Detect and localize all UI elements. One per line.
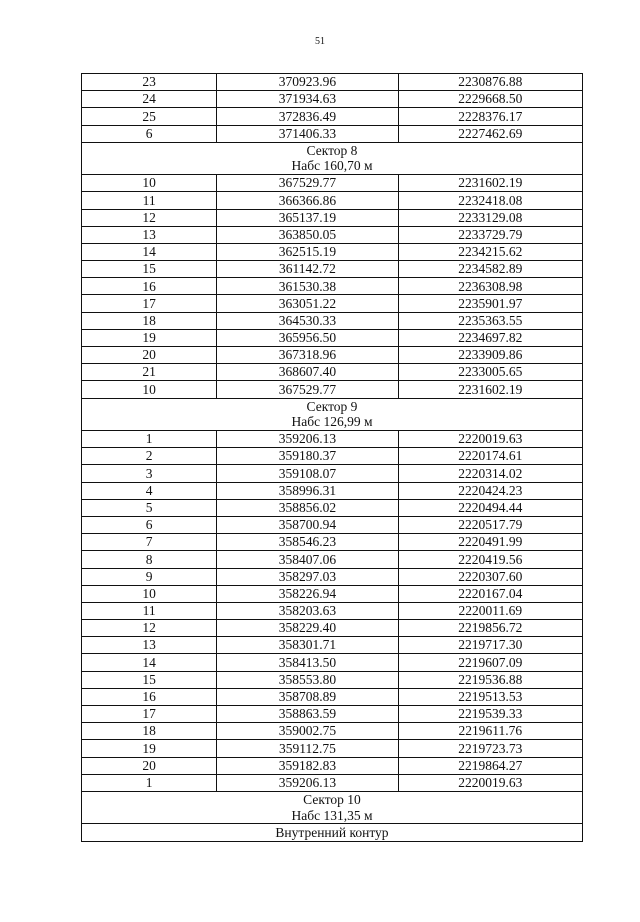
point-number-cell: 15 [82,261,217,278]
y-coordinate-cell: 2220019.63 [398,431,582,448]
y-coordinate-cell: 2229668.50 [398,91,582,108]
y-coordinate-cell: 2219723.73 [398,740,582,757]
x-coordinate-cell: 358996.31 [217,482,398,499]
x-coordinate-cell: 361530.38 [217,278,398,295]
x-coordinate-cell: 358553.80 [217,671,398,688]
x-coordinate-cell: 370923.96 [217,74,398,91]
point-number-cell: 6 [82,516,217,533]
point-number-cell: 16 [82,688,217,705]
y-coordinate-cell: 2234582.89 [398,261,582,278]
table-row [82,125,583,142]
x-coordinate-cell: 358546.23 [217,534,398,551]
table-row [82,482,583,499]
y-coordinate-cell: 2220424.23 [398,482,582,499]
x-coordinate-cell: 363051.22 [217,295,398,312]
y-coordinate-cell: 2220419.56 [398,551,582,568]
page-number: 51 [315,36,325,47]
y-coordinate-cell: 2219717.30 [398,637,582,654]
point-number-cell: 23 [82,74,217,91]
table-row [82,381,583,398]
x-coordinate-cell: 361142.72 [217,261,398,278]
point-number-cell: 8 [82,551,217,568]
section-subtitle: Набс 160,70 м [291,158,373,174]
point-number-cell: 14 [82,654,217,671]
section-header [82,824,583,841]
y-coordinate-cell: 2219864.27 [398,757,582,774]
x-coordinate-cell: 366366.86 [217,192,398,209]
y-coordinate-cell: 2220019.63 [398,774,582,791]
point-number-cell: 11 [82,602,217,619]
table-row [82,278,583,295]
x-coordinate-cell: 368607.40 [217,364,398,381]
y-coordinate-cell: 2220517.79 [398,516,582,533]
x-coordinate-cell: 358413.50 [217,654,398,671]
point-number-cell: 10 [82,585,217,602]
x-coordinate-cell: 359182.83 [217,757,398,774]
section-header-row [82,824,583,841]
point-number-cell: 5 [82,499,217,516]
coordinates-table-body [82,74,583,842]
x-coordinate-cell: 367529.77 [217,175,398,192]
table-row [82,602,583,619]
table-row [82,364,583,381]
table-row [82,585,583,602]
table-row [82,74,583,91]
table-row [82,243,583,260]
table-row [82,329,583,346]
y-coordinate-cell: 2232418.08 [398,192,582,209]
y-coordinate-cell: 2220174.61 [398,448,582,465]
table-row [82,757,583,774]
y-coordinate-cell: 2220491.99 [398,534,582,551]
y-coordinate-cell: 2220314.02 [398,465,582,482]
y-coordinate-cell: 2219856.72 [398,620,582,637]
point-number-cell: 16 [82,278,217,295]
section-title: Сектор 9 [306,398,358,414]
table-row [82,774,583,791]
section-subtitle: Набс 126,99 м [291,414,373,430]
y-coordinate-cell: 2234697.82 [398,329,582,346]
x-coordinate-cell: 367318.96 [217,347,398,364]
x-coordinate-cell: 364530.33 [217,312,398,329]
x-coordinate-cell: 358407.06 [217,551,398,568]
table-row [82,723,583,740]
y-coordinate-cell: 2235901.97 [398,295,582,312]
point-number-cell: 11 [82,192,217,209]
y-coordinate-cell: 2220307.60 [398,568,582,585]
table-row [82,551,583,568]
x-coordinate-cell: 358297.03 [217,568,398,585]
y-coordinate-cell: 2233129.08 [398,209,582,226]
x-coordinate-cell: 371934.63 [217,91,398,108]
x-coordinate-cell: 362515.19 [217,243,398,260]
x-coordinate-cell: 358700.94 [217,516,398,533]
x-coordinate-cell: 367529.77 [217,381,398,398]
point-number-cell: 1 [82,431,217,448]
table-row [82,637,583,654]
x-coordinate-cell: 358708.89 [217,688,398,705]
y-coordinate-cell: 2233729.79 [398,226,582,243]
section-title: Сектор 8 [306,142,358,158]
x-coordinate-cell: 359180.37 [217,448,398,465]
y-coordinate-cell: 2220011.69 [398,602,582,619]
point-number-cell: 2 [82,448,217,465]
y-coordinate-cell: 2231602.19 [398,175,582,192]
table-row [82,654,583,671]
point-number-cell: 18 [82,723,217,740]
point-number-cell: 17 [82,295,217,312]
section-header [82,791,583,823]
point-number-cell: 25 [82,108,217,125]
table-row [82,671,583,688]
point-number-cell: 20 [82,347,217,364]
table-row [82,431,583,448]
y-coordinate-cell: 2230876.88 [398,74,582,91]
x-coordinate-cell: 359112.75 [217,740,398,757]
table-row [82,516,583,533]
y-coordinate-cell: 2227462.69 [398,125,582,142]
x-coordinate-cell: 358301.71 [217,637,398,654]
x-coordinate-cell: 371406.33 [217,125,398,142]
x-coordinate-cell: 359108.07 [217,465,398,482]
point-number-cell: 7 [82,534,217,551]
point-number-cell: 15 [82,671,217,688]
point-number-cell: 12 [82,620,217,637]
point-number-cell: 19 [82,329,217,346]
section-header-row [82,142,583,174]
y-coordinate-cell: 2219513.53 [398,688,582,705]
x-coordinate-cell: 359002.75 [217,723,398,740]
x-coordinate-cell: 358229.40 [217,620,398,637]
y-coordinate-cell: 2234215.62 [398,243,582,260]
point-number-cell: 10 [82,381,217,398]
coordinates-table [81,73,583,842]
section-header-row [82,791,583,823]
point-number-cell: 21 [82,364,217,381]
table-row [82,499,583,516]
point-number-cell: 17 [82,706,217,723]
point-number-cell: 19 [82,740,217,757]
table-row [82,568,583,585]
table-row [82,192,583,209]
point-number-cell: 14 [82,243,217,260]
y-coordinate-cell: 2228376.17 [398,108,582,125]
table-row [82,620,583,637]
section-title: Внутренний контур [275,824,389,840]
point-number-cell: 18 [82,312,217,329]
point-number-cell: 1 [82,774,217,791]
x-coordinate-cell: 358856.02 [217,499,398,516]
x-coordinate-cell: 365137.19 [217,209,398,226]
section-header-row [82,398,583,430]
point-number-cell: 24 [82,91,217,108]
point-number-cell: 20 [82,757,217,774]
y-coordinate-cell: 2231602.19 [398,381,582,398]
x-coordinate-cell: 359206.13 [217,774,398,791]
section-title: Сектор 10 [303,791,361,807]
table-row [82,226,583,243]
point-number-cell: 12 [82,209,217,226]
x-coordinate-cell: 358863.59 [217,706,398,723]
y-coordinate-cell: 2233005.65 [398,364,582,381]
point-number-cell: 3 [82,465,217,482]
y-coordinate-cell: 2236308.98 [398,278,582,295]
table-row [82,108,583,125]
y-coordinate-cell: 2219611.76 [398,723,582,740]
table-row [82,91,583,108]
point-number-cell: 4 [82,482,217,499]
y-coordinate-cell: 2220494.44 [398,499,582,516]
table-row [82,465,583,482]
y-coordinate-cell: 2233909.86 [398,347,582,364]
table-row [82,448,583,465]
x-coordinate-cell: 363850.05 [217,226,398,243]
y-coordinate-cell: 2220167.04 [398,585,582,602]
table-row [82,261,583,278]
point-number-cell: 13 [82,226,217,243]
y-coordinate-cell: 2219607.09 [398,654,582,671]
y-coordinate-cell: 2219536.88 [398,671,582,688]
section-header [82,142,583,174]
table-row [82,706,583,723]
section-header [82,398,583,430]
x-coordinate-cell: 358203.63 [217,602,398,619]
table-row [82,688,583,705]
point-number-cell: 6 [82,125,217,142]
y-coordinate-cell: 2219539.33 [398,706,582,723]
x-coordinate-cell: 358226.94 [217,585,398,602]
x-coordinate-cell: 372836.49 [217,108,398,125]
x-coordinate-cell: 359206.13 [217,431,398,448]
point-number-cell: 10 [82,175,217,192]
table-row [82,740,583,757]
x-coordinate-cell: 365956.50 [217,329,398,346]
point-number-cell: 13 [82,637,217,654]
table-row [82,534,583,551]
table-row [82,312,583,329]
table-row [82,175,583,192]
point-number-cell: 9 [82,568,217,585]
y-coordinate-cell: 2235363.55 [398,312,582,329]
table-row [82,209,583,226]
table-row [82,295,583,312]
table-row [82,347,583,364]
section-subtitle: Набс 131,35 м [291,807,373,823]
